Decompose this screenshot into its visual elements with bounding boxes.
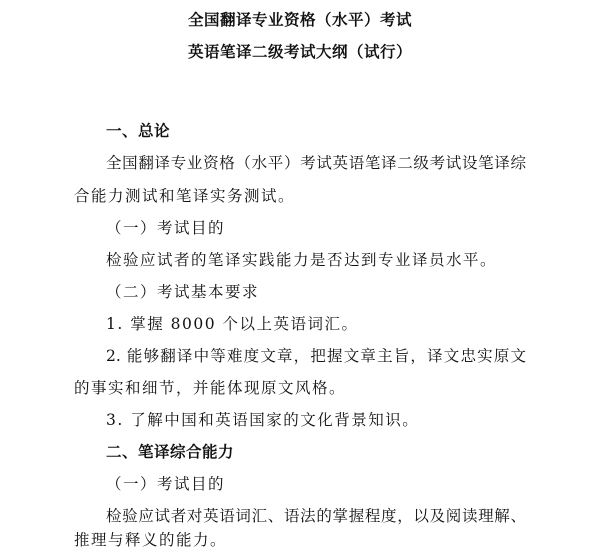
- section-1-paragraph-line-2: 合能力测试和笔译实务测试。: [74, 187, 296, 205]
- requirement-2-line-1: 2. 能够翻译中等难度文章，把握文章主旨，译文忠实原文: [106, 347, 526, 365]
- section-2-subsection-1-text-line-1: 检验应试者对英语词汇、语法的掌握程度，以及阅读理解、: [106, 507, 526, 525]
- section-1-subsection-1-text: 检验应试者的笔译实践能力是否达到专业译员水平。: [106, 251, 498, 269]
- section-2-subsection-1-text-line-2: 推理与释义的能力。: [74, 531, 228, 549]
- requirement-3: 3. 了解中国和英语国家的文化背景知识。: [106, 411, 420, 429]
- document-title-line-2: 英语笔译二级考试大纲（试行）: [187, 43, 412, 61]
- section-1-subheading-2: （二）考试基本要求: [106, 283, 260, 301]
- document-title-line-1: 全国翻译专业资格（水平）考试: [187, 11, 412, 29]
- section-2-subheading-1: （一）考试目的: [106, 475, 226, 493]
- section-1-subheading-1: （一）考试目的: [106, 219, 226, 237]
- section-1-paragraph-line-1: 全国翻译专业资格（水平）考试英语笔译二级考试设笔译综: [106, 154, 526, 172]
- requirement-1: 1. 掌握 8000 个以上英语词汇。: [106, 315, 359, 333]
- section-2-heading: 二、笔译综合能力: [106, 443, 235, 461]
- section-1-heading: 一、总论: [106, 122, 171, 140]
- requirement-2-line-2: 的事实和细节，并能体现原文风格。: [74, 379, 347, 397]
